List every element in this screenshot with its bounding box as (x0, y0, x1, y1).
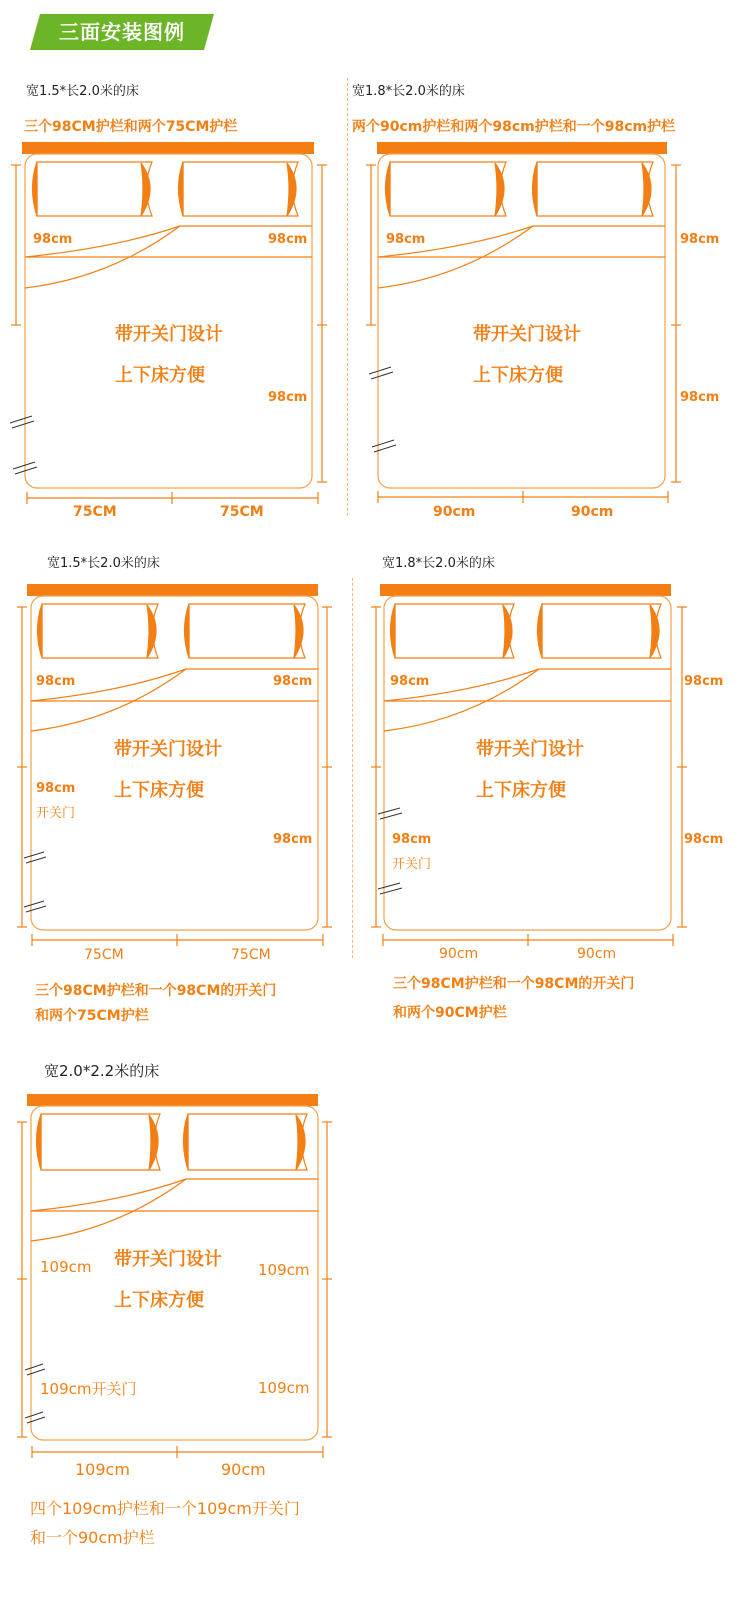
right-top-size: 109cm (258, 1261, 310, 1279)
center-text-line1: 带开关门设计 (473, 324, 581, 345)
bottom-left-size: 75CM (73, 504, 117, 520)
center-text-line2: 上下床方便 (473, 365, 563, 386)
header-banner (30, 14, 214, 50)
center-text-line2: 上下床方便 (115, 365, 205, 386)
bottom-right-size: 90cm (221, 1460, 266, 1479)
center-text-line1: 带开关门设计 (115, 324, 223, 345)
panel-5-caption: 宽2.0*2.2米的床 (44, 1062, 160, 1080)
center-text-line2: 上下床方便 (114, 780, 204, 801)
left-top-size: 98cm (36, 674, 76, 689)
bottom-right-size: 75CM (220, 504, 264, 520)
bottom-left-size: 90cm (439, 946, 479, 962)
left-top-size: 98cm (33, 232, 73, 247)
left-top-size: 109cm (40, 1258, 92, 1276)
panel-4-caption: 宽1.8*长2.0米的床 (382, 556, 495, 571)
bed-diagram-5 (0, 1092, 345, 1492)
center-text-line1: 带开关门设计 (114, 1249, 222, 1270)
page-title: 三面安装图例 (59, 20, 185, 44)
bottom-right-size: 75CM (231, 947, 271, 963)
center-text-line2: 上下床方便 (114, 1290, 204, 1311)
right-top-size: 98cm (680, 232, 720, 247)
left-mid-size: 98cm (392, 832, 432, 847)
panel-1-spec: 三个98CM护栏和两个75CM护栏 (24, 119, 238, 135)
separator-middle (352, 578, 353, 958)
bed-diagram-4 (355, 582, 724, 972)
center-text-line1: 带开关门设计 (476, 739, 584, 760)
bottom-left-size: 90cm (433, 504, 476, 520)
left-mid-door-note: 开关门 (392, 857, 432, 872)
bottom-right-size: 90cm (577, 946, 617, 962)
panel-3-caption: 宽1.5*长2.0米的床 (47, 556, 160, 571)
right-bottom-size: 109cm (258, 1379, 310, 1397)
bottom-left-size: 75CM (84, 947, 124, 963)
right-bottom-size: 98cm (268, 390, 308, 405)
right-bottom-size: 98cm (273, 832, 313, 847)
panel-5-spec-line2: 和一个90cm护栏 (30, 1528, 155, 1547)
right-bottom-size: 98cm (680, 390, 720, 405)
panel-4-spec-line2: 和两个90CM护栏 (393, 1005, 507, 1021)
panel-2-spec: 两个90cm护栏和两个98cm护栏和一个98cm护栏 (352, 119, 676, 135)
right-bottom-size: 98cm (684, 832, 724, 847)
panel-2-caption: 宽1.8*长2.0米的床 (352, 84, 465, 99)
left-mid-door-note: 开关门 (36, 806, 76, 821)
right-top-size: 98cm (684, 674, 724, 689)
separator-top (347, 78, 348, 516)
panel-1-caption: 宽1.5*长2.0米的床 (26, 84, 139, 99)
right-top-size: 98cm (273, 674, 313, 689)
panel-3-spec-line1: 三个98CM护栏和一个98CM的开关门 (35, 983, 277, 999)
left-mid-size: 98cm (36, 781, 76, 796)
panel-5-spec-line1: 四个109cm护栏和一个109cm开关门 (30, 1499, 300, 1518)
bottom-left-size: 109cm (75, 1460, 130, 1479)
left-top-size: 98cm (390, 674, 430, 689)
left-bottom-door-size: 109cm开关门 (40, 1380, 137, 1398)
bed-diagram-2 (355, 140, 720, 530)
center-text-line1: 带开关门设计 (114, 739, 222, 760)
right-top-size: 98cm (268, 232, 308, 247)
panel-4-spec-line1: 三个98CM护栏和一个98CM的开关门 (393, 976, 635, 992)
bed-diagram-1 (0, 140, 340, 530)
bottom-right-size: 90cm (571, 504, 614, 520)
left-top-size: 98cm (386, 232, 426, 247)
panel-3-spec-line2: 和两个75CM护栏 (35, 1008, 149, 1024)
center-text-line2: 上下床方便 (476, 780, 566, 801)
bed-diagram-3 (0, 582, 345, 972)
